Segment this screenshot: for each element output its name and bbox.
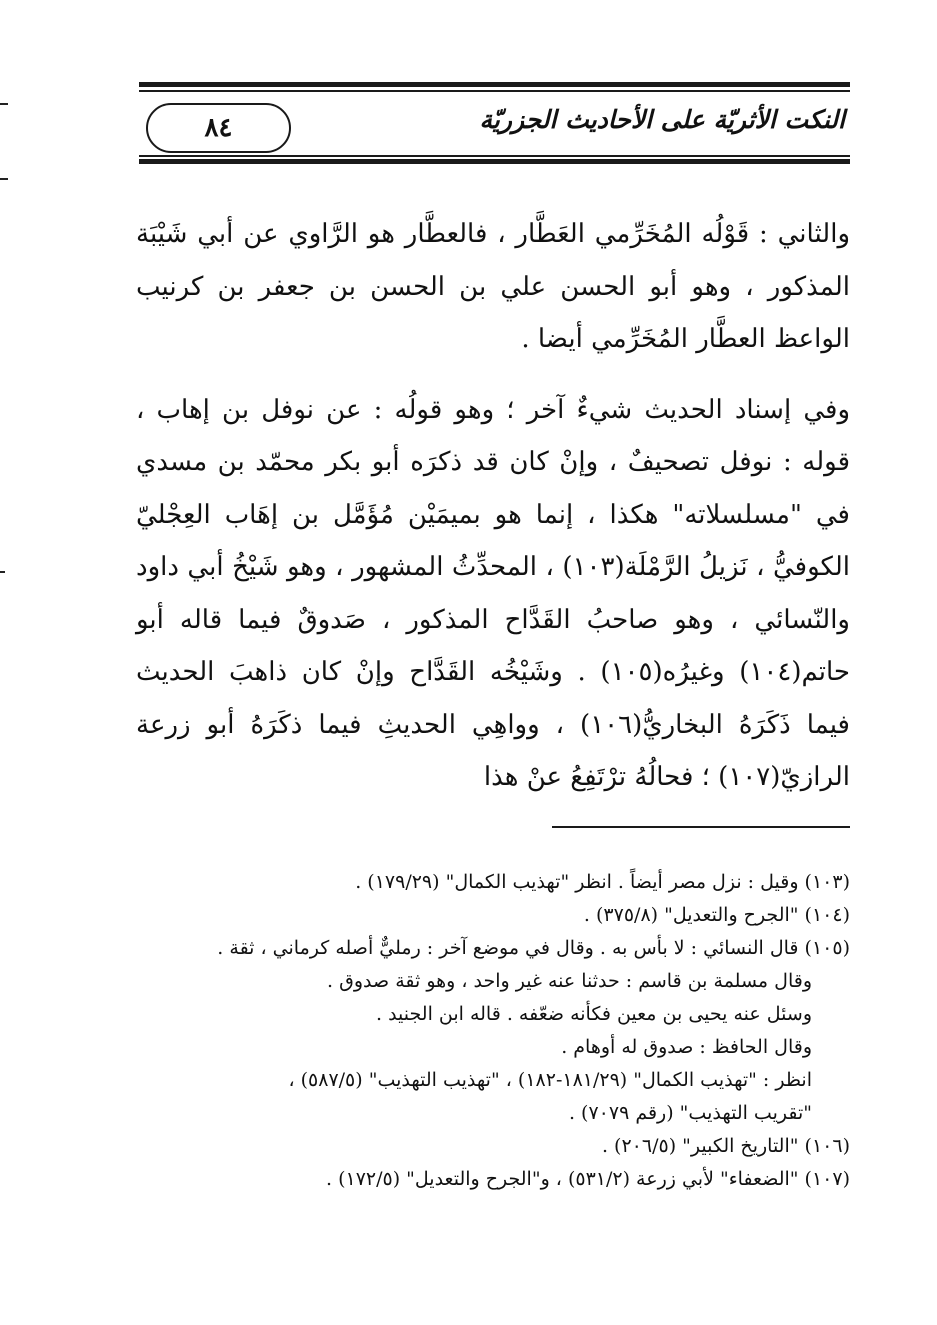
footnote-104: (١٠٤) "الجرح والتعديل" (٣٧٥/٨) . [583, 904, 850, 926]
footnote-103: (١٠٣) وقيل : نزل مصر أيضاً . انظر "تهذيب الكمال" (١٧٩/٢٩) . [355, 871, 850, 893]
footnote-separator [552, 826, 850, 828]
footnote-105-line-6: "تقريب التهذيب" (رقم ٧٠٧٩) . [568, 1102, 812, 1124]
running-title: النكت الأثريّة على الأحاديث الجزريّة [479, 105, 845, 134]
margin-mark-bottom [0, 571, 5, 573]
paragraph-1: والثاني : قَوْلُه المُخَرِّمي العَطَّار ، فالعطَّار هو الرَّاوي عن أبي شَيْبَة المذكور ، وهو أبو الحسن علي بن الحسن بن جعفر بن كرنيب الواعظ العطَّار المُخَرِّمي أيضا . [136, 219, 850, 354]
header-rule-top-thick [139, 82, 850, 87]
margin-mark-top [0, 103, 8, 105]
header-rule-top-thin [139, 90, 850, 92]
header-rule-bottom-thick [139, 159, 850, 164]
footnotes [136, 866, 850, 1196]
page-number-value: ٨٤ [204, 113, 233, 143]
page-number [146, 103, 291, 153]
footnote-105-line-3: وسئل عنه يحيى بن معين فكأنه ضعّفه . قاله ابن الجنيد . [376, 1003, 812, 1025]
footnote-105: (١٠٥) قال النسائي : لا بأس به . وقال في موضع آخر : رمليٌّ أصله كرماني ، ثقة . [217, 937, 850, 959]
footnote-105-line-4: وقال الحافظ : صدوق له أوهام . [561, 1036, 812, 1058]
main-text [136, 208, 850, 822]
paragraph-2: وفي إسناد الحديث شيءٌ آخر ؛ وهو قولُه : عن نوفل بن إهاب ، قوله : نوفل تصحيفٌ ، وإنْ كان قد ذكرَه أبو بكر محمّد بن مسدي في "مسلسلاته" هكذا ، إنما هو بميمَيْن مُؤَمَّل بن إهَاب العِجْليّ الكوفيُّ ، نَزيلُ الرَّمْلَة(١٠٣) ، المحدِّثُ المشهور ، وهو شَيْخُ أبي داود والنّسائي ، وهو صاحبُ القَدَّاح المذكور ، صَدوقٌ فيما قاله أبو حاتم(١٠٤) وغيرُه(١٠٥) . وشَيْخُه القَدَّاح وإنْ كان ذاهبَ الحديث فيما ذَكَرَهُ البخاريُّ(١٠٦) ، وواهِي الحديثِ فيما ذكَرَهُ أبو زرعة الرازيّ(١٠٧) ؛ فحالُهُ ترْتَفِعُ عنْ هذا [136, 394, 850, 792]
header-rule-bottom-thin [139, 155, 850, 157]
footnote-107: (١٠٧) "الضعفاء" لأبي زرعة (٥٣١/٢) ، و"الجرح والتعديل" (١٧٢/٥) . [325, 1168, 850, 1190]
footnote-106: (١٠٦) "التاريخ الكبير" (٢٠٦/٥) . [601, 1135, 850, 1157]
footnote-105-line-2: وقال مسلمة بن قاسم : حدثنا عنه غير واحد ، وهو ثقة صدوق . [327, 970, 812, 992]
margin-mark-middle [0, 178, 8, 180]
footnote-105-line-5: انظر : "تهذيب الكمال" (١٨١/٢٩-١٨٢) ، "تهذيب التهذيب" (٥٨٧/٥) ، [288, 1069, 812, 1091]
